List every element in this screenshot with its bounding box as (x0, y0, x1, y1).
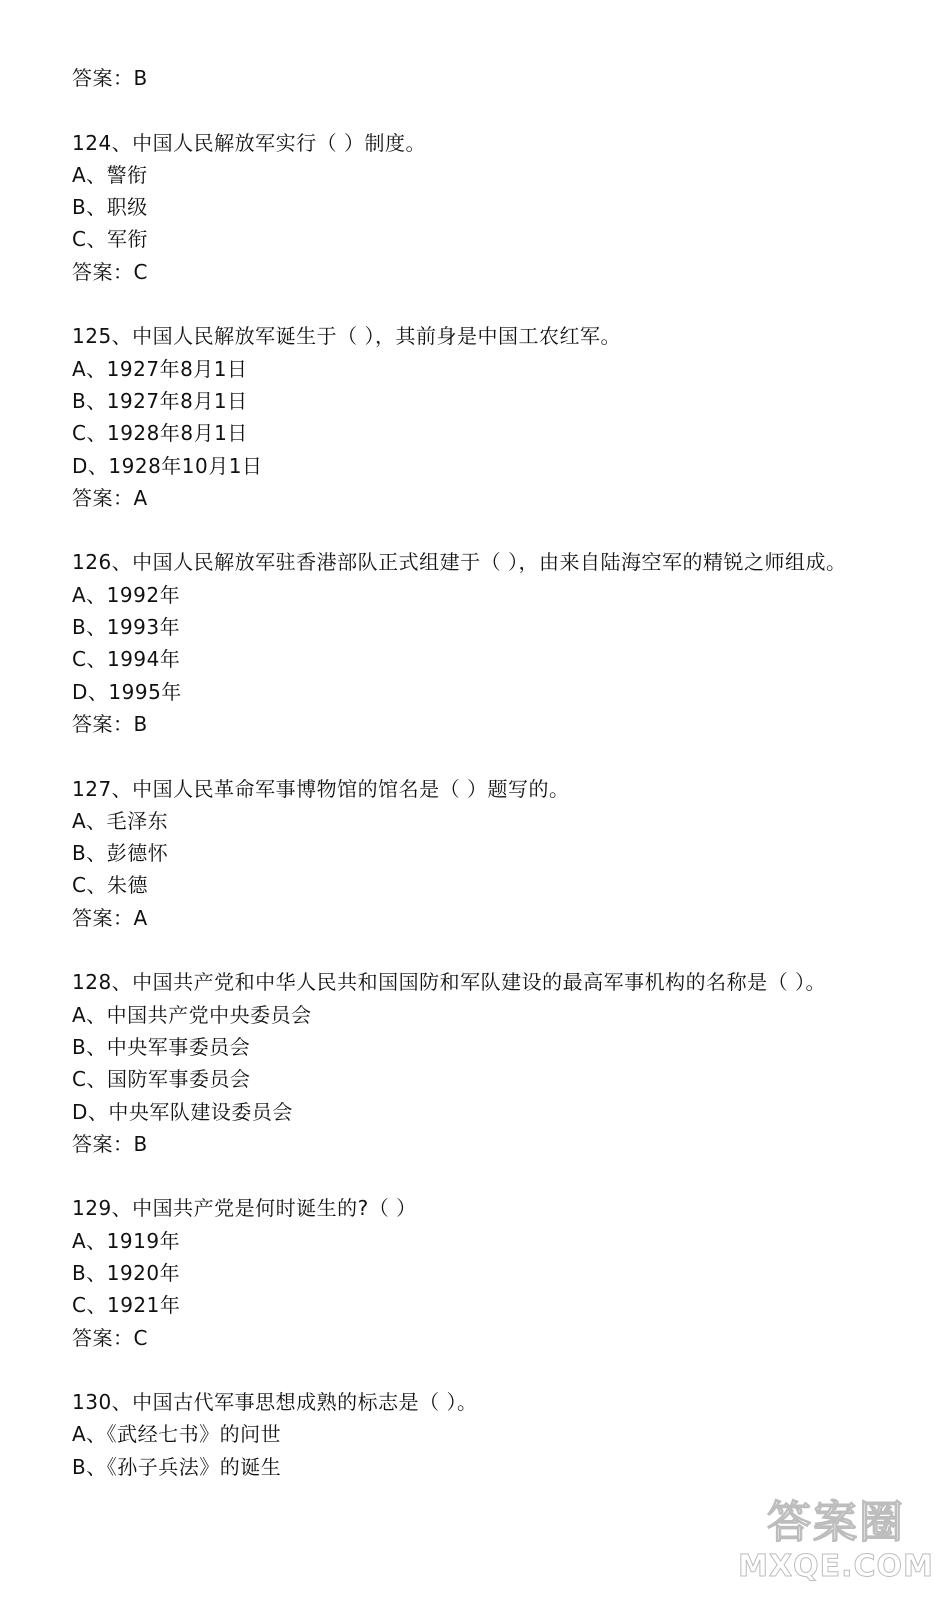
watermark-bottom-text: MXQE.COM (738, 1549, 934, 1584)
spacer (72, 94, 932, 126)
option-c: C、朱德 (72, 873, 148, 898)
question-stem: 125、中国人民解放军诞生于（ ），其前身是中国工农红军。 (72, 324, 622, 349)
answer-line: 答案：A (72, 905, 148, 930)
option-d: D、中央军队建设委员会 (72, 1099, 293, 1124)
question-stem: 129、中国共产党是何时诞生的?（ ） (72, 1196, 417, 1221)
spacer (72, 1160, 932, 1192)
question-stem: 127、中国人民革命军事博物馆的馆名是（ ）题写的。 (72, 776, 570, 801)
answer-line: 答案：B (72, 711, 148, 736)
spacer (72, 934, 932, 966)
answer-line: 答案：B (72, 1131, 148, 1156)
question-stem: 130、中国古代军事思想成熟的标志是（ ）。 (72, 1390, 478, 1415)
option-c: C、1928年8月1日 (72, 421, 248, 446)
option-c: C、军衔 (72, 227, 148, 252)
option-b: B、彭德怀 (72, 841, 169, 866)
watermark-top-text: 答案圈 (767, 1497, 905, 1548)
option-d: D、1928年10月1日 (72, 453, 263, 478)
spacer (72, 288, 932, 320)
option-a: A、毛泽东 (72, 808, 169, 833)
question-block (72, 320, 932, 514)
spacer (72, 740, 932, 772)
answer-line: 答案：C (72, 1325, 148, 1350)
question-stem: 128、中国共产党和中华人民共和国国防和军队建设的最高军事机构的名称是（ ）。 (72, 970, 827, 995)
option-d: D、1995年 (72, 679, 182, 704)
option-a: A、1992年 (72, 582, 181, 607)
option-a: A、1927年8月1日 (72, 356, 248, 381)
option-b: B、《孙子兵法》的诞生 (72, 1454, 282, 1479)
option-b: B、中央军事委员会 (72, 1034, 251, 1059)
option-b: B、1927年8月1日 (72, 388, 248, 413)
option-c: C、1921年 (72, 1293, 181, 1318)
option-c: C、1994年 (72, 647, 181, 672)
answer-line: 答案：B (72, 66, 148, 90)
option-a: A、《武经七书》的问世 (72, 1422, 282, 1447)
question-stem: 124、中国人民解放军实行（ ）制度。 (72, 130, 427, 155)
question-block (72, 773, 932, 934)
option-b: B、职级 (72, 195, 148, 220)
question-stem: 126、中国人民解放军驻香港部队正式组建于（ ），由来自陆海空军的精锐之师组成。 (72, 550, 847, 575)
option-b: B、1993年 (72, 615, 181, 640)
spacer (72, 514, 932, 546)
option-a: A、1919年 (72, 1228, 181, 1253)
question-block (72, 1386, 932, 1483)
question-block (72, 546, 932, 740)
document-page (72, 62, 932, 1483)
answer-line: 答案：C (72, 259, 148, 284)
option-c: C、国防军事委员会 (72, 1067, 251, 1092)
option-a: A、警衔 (72, 162, 148, 187)
spacer (72, 1354, 932, 1386)
option-a: A、中国共产党中央委员会 (72, 1002, 312, 1027)
site-watermark-logo (736, 1496, 936, 1596)
answer-line: 答案：A (72, 485, 148, 510)
option-b: B、1920年 (72, 1260, 181, 1285)
question-block (72, 966, 932, 1160)
question-block (72, 1192, 932, 1353)
question-block (72, 127, 932, 288)
